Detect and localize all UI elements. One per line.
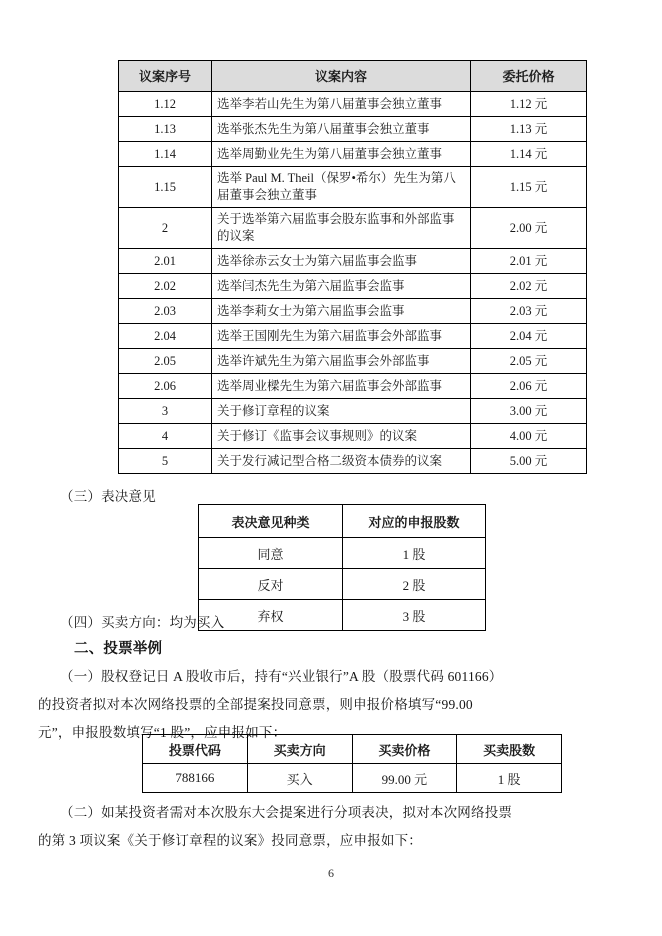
example-two-line-1: （二）如某投资者需对本次股东大会提案进行分项表决，拟对本次网络投票: [60, 805, 513, 820]
cell-proposal-content: 选举周业樑先生为第六届监事会外部监事: [212, 374, 471, 399]
cell-proposal-no: 1.15: [119, 167, 212, 208]
cell-opinion-kind: 反对: [199, 569, 343, 600]
opinion-table: [198, 504, 486, 631]
cell-proposal-no: 2.02: [119, 274, 212, 299]
cell-proposal-content: 关于选举第六届监事会股东监事和外部监事的议案: [212, 208, 471, 249]
cell-proposal-content: 选举张杰先生为第八届董事会独立董事: [212, 117, 471, 142]
cell-trade-direction: 买入: [247, 764, 352, 793]
table-header-row: [119, 61, 587, 92]
table-row: [119, 274, 587, 299]
table-row: [119, 92, 587, 117]
proposal-table-head: [119, 61, 587, 92]
cell-proposal-content: 选举许斌先生为第六届监事会外部监事: [212, 349, 471, 374]
cell-entrust-price: 2.06 元: [471, 374, 587, 399]
proposal-table-body: [119, 92, 587, 474]
column-header-entrust-price: 委托价格: [471, 61, 587, 92]
cell-opinion-kind: 同意: [199, 538, 343, 569]
cell-proposal-content: 选举王国刚先生为第六届监事会外部监事: [212, 324, 471, 349]
cell-opinion-kind: 弃权: [199, 600, 343, 631]
cell-entrust-price: 3.00 元: [471, 399, 587, 424]
cell-vote-code: 788166: [143, 764, 248, 793]
cell-proposal-content: 关于修订章程的议案: [212, 399, 471, 424]
cell-entrust-price: 5.00 元: [471, 449, 587, 474]
proposal-table: [118, 60, 587, 474]
table-row: [119, 424, 587, 449]
table-row: [119, 324, 587, 349]
cell-declared-shares: 3 股: [343, 600, 486, 631]
cell-proposal-content: 选举李若山先生为第八届董事会独立董事: [212, 92, 471, 117]
cell-entrust-price: 2.03 元: [471, 299, 587, 324]
example-one-line-2: 的投资者拟对本次网络投票的全部提案投同意票，则申报价格填写“99.00: [38, 697, 473, 712]
cell-entrust-price: 1.14 元: [471, 142, 587, 167]
table-row: [119, 117, 587, 142]
section-label-item-four: （四）买卖方向：均为买入: [60, 615, 225, 630]
cell-proposal-content: 关于修订《监事会议事规则》的议案: [212, 424, 471, 449]
cell-proposal-no: 2.03: [119, 299, 212, 324]
column-header-proposal-no: 议案序号: [119, 61, 212, 92]
example-declaration-table: [142, 734, 562, 793]
cell-entrust-price: 4.00 元: [471, 424, 587, 449]
cell-proposal-content: 选举周勤业先生为第八届董事会独立董事: [212, 142, 471, 167]
cell-proposal-no: 3: [119, 399, 212, 424]
table-row: [119, 374, 587, 399]
cell-proposal-content: 选举李莉女士为第六届监事会监事: [212, 299, 471, 324]
table-header-row: [143, 735, 562, 764]
cell-proposal-no: 2.01: [119, 249, 212, 274]
cell-proposal-no: 1.14: [119, 142, 212, 167]
heading-voting-examples: 二、投票举例: [74, 641, 163, 657]
table-row: [199, 600, 486, 631]
cell-entrust-price: 2.05 元: [471, 349, 587, 374]
cell-proposal-content: 选举徐赤云女士为第六届监事会监事: [212, 249, 471, 274]
cell-entrust-price: 1.12 元: [471, 92, 587, 117]
page-number: 6: [328, 866, 334, 880]
cell-proposal-no: 2.04: [119, 324, 212, 349]
cell-proposal-no: 1.12: [119, 92, 212, 117]
column-header-vote-code: 投票代码: [143, 735, 248, 764]
table-header-row: [199, 505, 486, 538]
column-header-trade-shares: 买卖股数: [457, 735, 562, 764]
column-header-proposal-content: 议案内容: [212, 61, 471, 92]
cell-entrust-price: 2.02 元: [471, 274, 587, 299]
cell-proposal-no: 2.06: [119, 374, 212, 399]
column-header-opinion-kind: 表决意见种类: [199, 505, 343, 538]
cell-trade-shares: 1 股: [457, 764, 562, 793]
cell-proposal-content: 选举 Paul M. Theil（保罗•希尔）先生为第八届董事会独立董事: [212, 167, 471, 208]
table-row: [143, 764, 562, 793]
table-row: [119, 299, 587, 324]
cell-proposal-no: 4: [119, 424, 212, 449]
table-row: [119, 208, 587, 249]
cell-proposal-no: 5: [119, 449, 212, 474]
cell-declared-shares: 2 股: [343, 569, 486, 600]
opinion-table-head: [199, 505, 486, 538]
cell-proposal-no: 2.05: [119, 349, 212, 374]
cell-entrust-price: 2.00 元: [471, 208, 587, 249]
table-row: [119, 167, 587, 208]
cell-proposal-no: 2: [119, 208, 212, 249]
cell-proposal-content: 关于发行减记型合格二级资本债券的议案: [212, 449, 471, 474]
table-row: [119, 349, 587, 374]
example-two-line-2: 的第 3 项议案《关于修订章程的议案》投同意票，应申报如下：: [38, 833, 422, 848]
table-row: [199, 538, 486, 569]
cell-entrust-price: 2.04 元: [471, 324, 587, 349]
cell-entrust-price: 1.15 元: [471, 167, 587, 208]
example-one-line-3: 元”，申报股数填写“1 股”，应申报如下：: [38, 725, 287, 740]
cell-trade-price: 99.00 元: [352, 764, 457, 793]
table-row: [119, 142, 587, 167]
table-row: [119, 249, 587, 274]
example-table-head: [143, 735, 562, 764]
table-row: [119, 399, 587, 424]
table-row: [119, 449, 587, 474]
opinion-table-body: [199, 538, 486, 631]
section-label-item-three: （三）表决意见: [60, 489, 156, 504]
column-header-trade-price: 买卖价格: [352, 735, 457, 764]
column-header-trade-direction: 买卖方向: [247, 735, 352, 764]
cell-declared-shares: 1 股: [343, 538, 486, 569]
cell-entrust-price: 2.01 元: [471, 249, 587, 274]
cell-proposal-content: 选举闫杰先生为第六届监事会监事: [212, 274, 471, 299]
cell-proposal-no: 1.13: [119, 117, 212, 142]
example-table-body: [143, 764, 562, 793]
column-header-declared-shares: 对应的申报股数: [343, 505, 486, 538]
table-row: [199, 569, 486, 600]
cell-entrust-price: 1.13 元: [471, 117, 587, 142]
example-one-line-1: （一）股权登记日 A 股收市后，持有“兴业银行”A 股（股票代码 601166）: [60, 669, 503, 684]
